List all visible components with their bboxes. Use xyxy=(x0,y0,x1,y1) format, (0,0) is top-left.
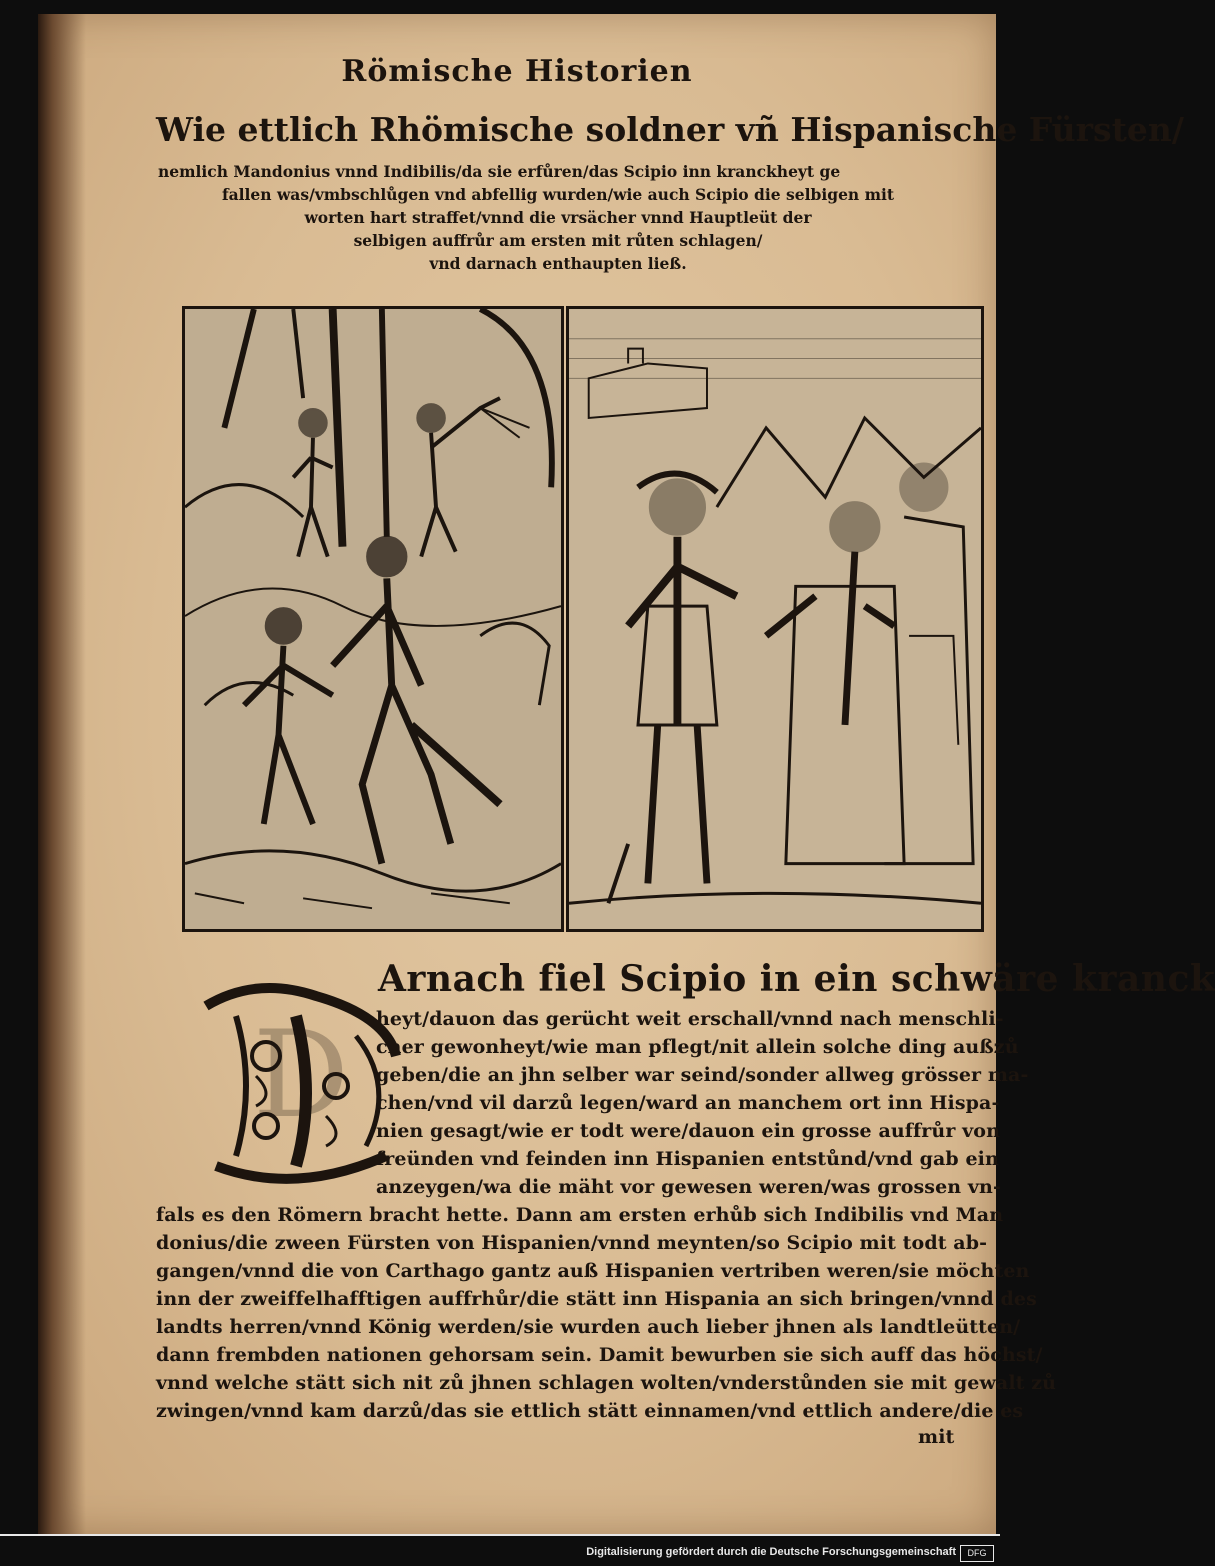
heading-line: selbigen auffrůr am ersten mit růten schlagen/ xyxy=(353,231,763,250)
body-line: gangen/vnnd die von Carthago gantz auß Hispanien vertriben weren/sie möchten xyxy=(156,1260,1030,1282)
funding-credit: Digitalisierung gefördert durch die Deutsche Forschungsgemeinschaft xyxy=(586,1546,956,1558)
body-line: inn der zweiffelhafftigen auffrhůr/die stätt inn Hispania an sich bringen/vnnd des xyxy=(156,1288,1037,1310)
body-line: anzeygen/wa die mäht vor gewesen weren/was grossen vn- xyxy=(376,1176,1001,1198)
woodcut-punishment-scene xyxy=(182,306,564,932)
woodcut-illustration xyxy=(569,309,981,929)
footer-bar xyxy=(0,1541,1000,1566)
body-line: geben/die an jhn selber war seind/sonder allweg grösser ma- xyxy=(376,1064,1029,1086)
dfg-logo: DFG xyxy=(960,1545,994,1562)
body-line: cher gewonheyt/wie man pflegt/nit allein solche ding außzů xyxy=(376,1036,1019,1058)
heading-line: vnd darnach enthaupten ließ. xyxy=(429,254,687,273)
body-line: heyt/dauon das gerücht weit erschall/vnnd nach menschli- xyxy=(376,1008,1004,1030)
decorated-initial-d xyxy=(196,976,406,1196)
running-head: Römische Historien xyxy=(341,54,693,89)
body-line: dann frembden nationen gehorsam sein. Damit bewurben sie sich auff das höchst/ xyxy=(156,1344,1043,1366)
catchword: mit xyxy=(918,1426,955,1448)
body-line: vnnd welche stätt sich nit zů jhnen schlagen wolten/vnderstůnden sie mit gewalt zů xyxy=(156,1372,1057,1394)
chapter-heading-title: Wie ettlich Rhömische soldner vñ Hispanische Fürsten/ xyxy=(156,110,1184,149)
initial-letter: D xyxy=(252,1006,350,1145)
decorated-initial xyxy=(196,976,406,1196)
chapter-heading-summary xyxy=(158,160,958,275)
body-line: chen/vnd vil darzů legen/ward an manchem ort inn Hispa- xyxy=(376,1092,1000,1114)
heading-line: fallen was/vmbschlůgen vnd abfellig wurden/wie auch Scipio die selbigen mit xyxy=(221,185,895,204)
body-line: zwingen/vnnd kam darzů/das sie ettlich stätt einnamen/vnd ettlich andere/die es xyxy=(156,1400,1024,1422)
body-line: fals es den Römern bracht hette. Dann am ersten erhůb sich Indibilis vnd Man xyxy=(156,1204,1004,1226)
heading-line: nemlich Mandonius vnnd Indibilis/da sie erfůren/das Scipio inn kranckheyt ge xyxy=(158,162,841,181)
book-page xyxy=(38,14,1215,1534)
body-line: Arnach fiel Scipio in ein schwäre kranck xyxy=(378,958,1215,1000)
heading-line: worten hart straffet/vnnd die vrsächer vnnd Hauptleüt der xyxy=(304,208,812,227)
woodcut-scipio-scene xyxy=(566,306,984,932)
body-line: donius/die zween Fürsten von Hispanien/vnnd meynten/so Scipio mit todt ab- xyxy=(156,1232,988,1254)
page-gutter-shadow xyxy=(38,14,86,1534)
body-line: nien gesagt/wie er todt were/dauon ein grosse auffrůr von xyxy=(376,1120,1000,1142)
woodcut-illustration xyxy=(185,309,561,929)
body-line: freünden vnd feinden inn Hispanien entstůnd/vnd gab ein xyxy=(376,1148,999,1170)
footer-divider xyxy=(0,1534,1000,1536)
body-line: landts herren/vnnd König werden/sie wurden auch lieber jhnen als landtleütten/ xyxy=(156,1316,1021,1338)
